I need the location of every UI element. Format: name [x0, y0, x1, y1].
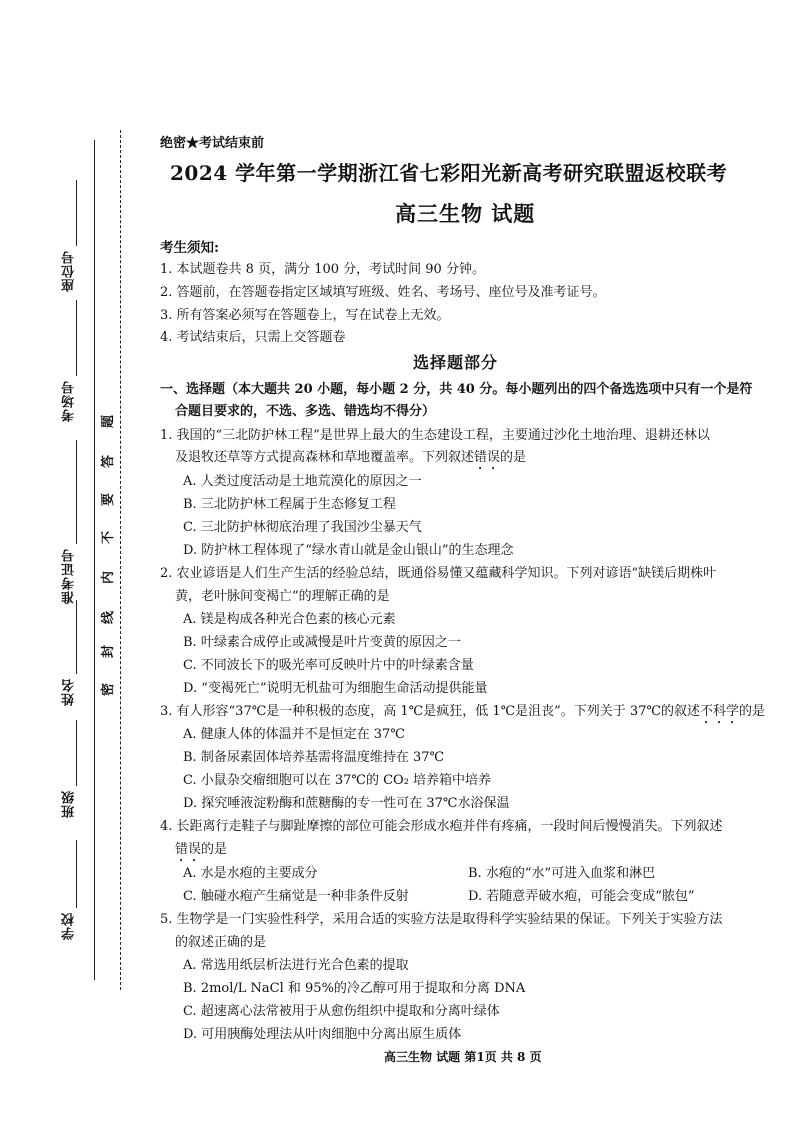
question-4-option-b: B. 水疱的“水”可进入血浆和淋巴	[468, 866, 656, 881]
section-instruction: 合题目要求的，不选、多选、错选均不得分）	[175, 404, 436, 419]
seat-number-label: 座位号	[62, 250, 77, 292]
secret-mark: 绝密★考试结束前	[160, 136, 265, 151]
seal-warning-char: 封	[101, 644, 117, 659]
question-5-option-c: C. 超速离心法常被用于从愈伤组织中提取和分离叶绿体	[183, 1004, 500, 1019]
question-5-option-a: A. 常选用纸层析法进行光合色素的提取	[183, 958, 409, 973]
notice-item: 1. 本试题卷共 8 页，满分 100 分，考试时间 90 分钟。	[160, 262, 485, 277]
school-blank[interactable]	[76, 840, 77, 908]
question-2-option-b: B. 叶绿素合成停止或减慢是叶片变黄的原因之一	[183, 635, 461, 650]
stem-text: 的是	[739, 704, 766, 719]
part-title: 选择题部分	[413, 353, 499, 372]
class-blank[interactable]	[76, 720, 77, 786]
question-1-stem	[175, 446, 526, 473]
notice-item: 3. 所有答案必须写在答题卷上，写在试卷上无效。	[160, 308, 450, 323]
ticket-number-blank[interactable]	[76, 440, 77, 544]
question-4-option-d: D. 若随意弄破水疱，可能会变成“脓包”	[468, 889, 695, 904]
emphasis-text: 错误	[175, 842, 202, 857]
stem-text: 3. 有人形容“37℃是一种积极的态度，高 1℃是疯狂，低 1℃是沮丧”。下列关于 37℃的叙述	[160, 704, 701, 719]
question-4-option-c: C. 触碰水疱产生痛觉是一种非条件反射	[183, 889, 409, 904]
seal-warning-char: 题	[101, 414, 117, 429]
emphasis-text: 错误	[474, 450, 501, 465]
notice-heading: 考生须知:	[160, 240, 219, 256]
seal-warning-char: 答	[101, 454, 117, 469]
question-2-stem: 黄，老叶脉间变褐亡”的理解正确的是	[175, 589, 390, 604]
binding-line-inner	[120, 130, 121, 990]
emphasis-text: 不科学	[700, 704, 740, 719]
question-5-option-b: B. 2mol/L NaCl 和 95%的冷乙醇可用于提取和分离 DNA	[183, 981, 526, 996]
exam-room-label: 考场号	[62, 380, 77, 422]
stem-text: 及退牧还草等方式提高森林和草地覆盖率。下列叙述	[175, 450, 475, 465]
seal-warning-char: 不	[101, 530, 117, 545]
seal-warning-char: 密	[101, 682, 117, 697]
question-2-option-c: C. 不同波长下的吸光率可反映叶片中的叶绿素含量	[183, 658, 474, 673]
binding-line-outer	[94, 140, 95, 980]
question-4-option-a: A. 水是水疱的主要成分	[183, 866, 318, 881]
question-1-option-d: D. 防护林工程体现了“绿水青山就是金山银山”的生态理念	[183, 543, 514, 558]
stem-text: 的是	[201, 842, 228, 857]
question-4-stem	[175, 838, 227, 865]
seal-warning-char: 内	[101, 570, 117, 585]
seal-warning-char: 要	[101, 492, 117, 507]
exam-subtitle: 高三生物 试题	[395, 201, 536, 226]
question-5-stem: 5. 生物学是一门实验性科学，采用合适的实验方法是取得科学实验结果的保证。下列关于实验方法	[160, 912, 723, 927]
class-label: 班级	[62, 790, 77, 818]
notice-item: 2. 答题前，在答题卷指定区域填写班级、姓名、考场号、座位号及准考证号。	[160, 285, 606, 300]
question-5-option-d: D. 可用胰酶处理法从叶肉细胞中分离出原生质体	[183, 1027, 462, 1042]
question-3-option-d: D. 探究唾液淀粉酶和蔗糖酶的专一性可在 37℃水浴保温	[183, 796, 510, 811]
question-1-stem: 1. 我国的“三北防护林工程”是世界上最大的生态建设工程，主要通过沙化土地治理、退耕还林以	[160, 428, 710, 443]
question-1-option-c: C. 三北防护林彻底治理了我国沙尘暴天气	[183, 520, 422, 535]
stem-text: 的是	[500, 450, 527, 465]
question-2-option-d: D. “变褐死亡”说明无机盐可为细胞生命活动提供能量	[183, 681, 488, 696]
exam-room-blank[interactable]	[76, 300, 77, 376]
exam-title: 2024 学年第一学期浙江省七彩阳光新高考研究联盟返校联考	[170, 161, 728, 185]
school-label: 学校	[62, 912, 77, 940]
question-1-option-a: A. 人类过度活动是土地荒漠化的原因之一	[183, 474, 422, 489]
question-3-option-b: B. 制备尿素固体培养基需将温度维持在 37℃	[183, 750, 445, 765]
question-4-stem: 4. 长距离行走鞋子与脚趾摩擦的部位可能会形成水疱并伴有疼痛，一段时间后慢慢消失。下列叙述	[160, 819, 723, 834]
question-2-option-a: A. 镁是构成各种光合色素的核心元素	[183, 612, 396, 627]
name-blank[interactable]	[76, 600, 77, 674]
question-5-stem: 的叙述正确的是	[175, 935, 267, 950]
section-instruction: 一、选择题（本大题共 20 小题，每小题 2 分，共 40 分。每小题列出的四个备选选项中只有一个是符	[160, 382, 753, 397]
seat-number-blank[interactable]	[76, 180, 77, 246]
notice-item: 4. 考试结束后，只需上交答题卷	[160, 330, 346, 345]
ticket-number-label: 准考证号	[62, 548, 77, 604]
question-3-option-a: A. 健康人体的体温并不是恒定在 37℃	[183, 727, 405, 742]
question-1-option-b: B. 三北防护林工程属于生态修复工程	[183, 497, 396, 512]
seal-warning-char: 线	[101, 610, 117, 625]
question-2-stem: 2. 农业谚语是人们生产生活的经验总结，既通俗易懂又蕴藏科学知识。下列对谚语“缺镁后期株叶	[160, 566, 717, 581]
question-3-option-c: C. 小鼠杂交瘤细胞可以在 37℃的 CO₂ 培养箱中培养	[183, 773, 492, 788]
name-label: 姓名	[62, 678, 77, 706]
page-footer: 高三生物 试题 第1页 共 8 页	[384, 1050, 542, 1064]
